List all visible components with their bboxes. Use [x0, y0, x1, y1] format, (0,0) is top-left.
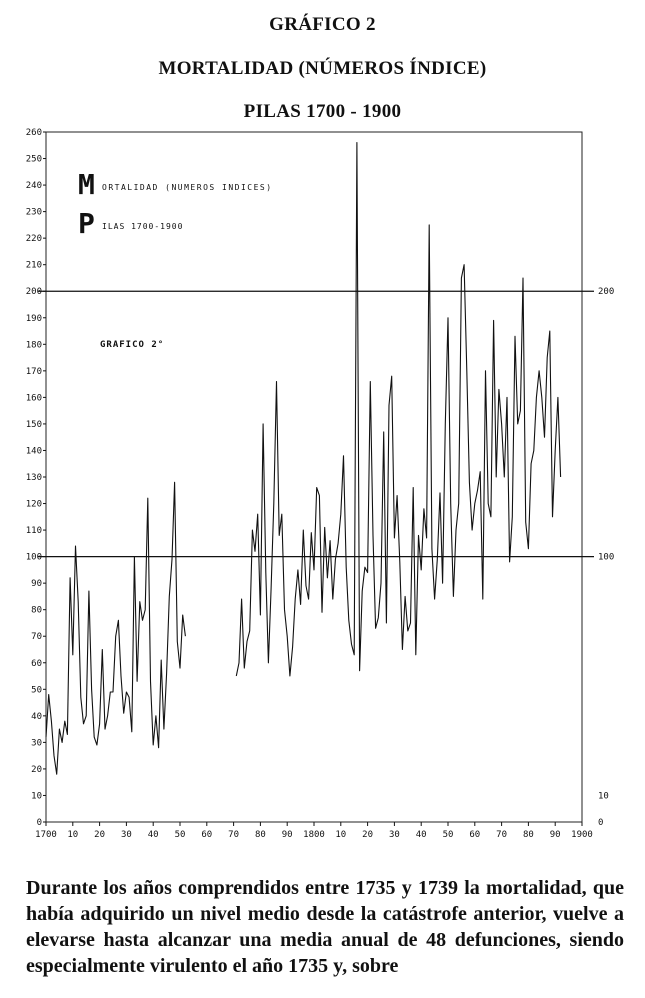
y-tick-label: 60	[31, 658, 42, 669]
x-tick-label: 40	[415, 830, 427, 840]
x-tick-label: 70	[228, 830, 240, 840]
y-tick-label: 90	[31, 579, 42, 590]
body-paragraph: Durante los años comprendidos entre 1735 y 1739 la mortalidad, que había adquirido un nivel medio desde la catástrofe anterior, vuelve a elevarse hasta alcanzar una media anual de 48 defunciones, siendo especialmente virulento el año 1735 y, sobre	[26, 877, 624, 977]
inner-title-m-rest: ORTALIDAD (NUMEROS INDICES)	[102, 183, 273, 192]
x-tick-label: 1900	[571, 830, 593, 840]
y-tick-label: 150	[25, 419, 42, 430]
x-tick-label: 50	[174, 830, 186, 840]
y-tick-label: 120	[25, 499, 42, 510]
right-axis-label: 0	[598, 818, 604, 828]
y-tick-label: 80	[31, 605, 42, 616]
y-tick-label: 130	[25, 473, 42, 483]
y-tick-label: 100	[25, 552, 42, 563]
right-axis-labels	[598, 287, 614, 828]
x-tick-label: 70	[496, 830, 508, 840]
inner-title-p-rest: ILAS 1700-1900	[102, 222, 184, 231]
x-tick-label: 1800	[303, 830, 325, 840]
x-tick-label: 20	[362, 830, 374, 840]
x-tick-label: 20	[94, 830, 106, 840]
y-tick-label: 240	[25, 181, 42, 192]
chart-frame	[46, 132, 582, 822]
y-tick-label: 0	[36, 818, 42, 828]
inner-chart-label: GRAFICO 2°	[100, 340, 165, 350]
series-line-segment	[236, 143, 560, 676]
y-tick-label: 230	[25, 207, 42, 218]
y-tick-label: 220	[25, 234, 42, 245]
y-tick-label: 190	[25, 313, 42, 324]
x-tick-label: 80	[254, 830, 266, 840]
series-line-segment	[46, 482, 185, 774]
x-tick-label: 60	[201, 830, 213, 840]
x-tick-label: 60	[469, 830, 481, 840]
x-tick-label: 10	[335, 830, 347, 840]
x-tick-label: 30	[120, 830, 132, 840]
mortality-line-chart	[0, 122, 645, 847]
y-tick-label: 180	[25, 340, 42, 351]
y-tick-label: 20	[31, 764, 42, 775]
x-tick-label: 10	[67, 830, 79, 840]
y-tick-label: 50	[31, 685, 42, 696]
right-axis-label: 10	[598, 791, 609, 802]
inner-title-m-initial: M	[78, 168, 95, 201]
x-tick-label: 30	[388, 830, 400, 840]
figure-subtitle: PILAS 1700 - 1900	[243, 101, 402, 122]
plot-border	[46, 132, 582, 822]
right-axis-label: 100	[598, 552, 615, 563]
y-tick-label: 140	[25, 446, 42, 457]
y-tick-label: 160	[25, 393, 42, 404]
y-tick-label: 260	[25, 128, 42, 138]
x-tick-label: 80	[522, 830, 534, 840]
y-tick-label: 30	[31, 738, 42, 749]
x-tick-label: 50	[442, 830, 454, 840]
figure-label: GRÁFICO 2	[269, 14, 376, 35]
inner-title	[78, 168, 273, 350]
y-tick-label: 70	[31, 632, 42, 643]
right-axis-label: 200	[598, 287, 615, 298]
y-tick-label: 110	[25, 526, 42, 537]
y-tick-label: 250	[25, 154, 42, 165]
x-tick-label: 90	[281, 830, 293, 840]
x-tick-label: 40	[147, 830, 159, 840]
y-tick-label: 170	[25, 366, 42, 377]
y-tick-label: 210	[25, 260, 42, 271]
x-tick-label: 90	[549, 830, 561, 840]
y-axis-ticks	[26, 128, 46, 828]
figure-title: MORTALIDAD (NÚMEROS ÍNDICE)	[158, 58, 487, 79]
x-axis-ticks	[35, 822, 593, 840]
inner-title-p-initial: P	[78, 207, 95, 240]
series-lines	[46, 143, 561, 775]
x-tick-label: 1700	[35, 830, 57, 840]
y-tick-label: 10	[31, 791, 42, 802]
y-tick-label: 40	[31, 711, 42, 722]
y-tick-label: 200	[25, 287, 42, 298]
